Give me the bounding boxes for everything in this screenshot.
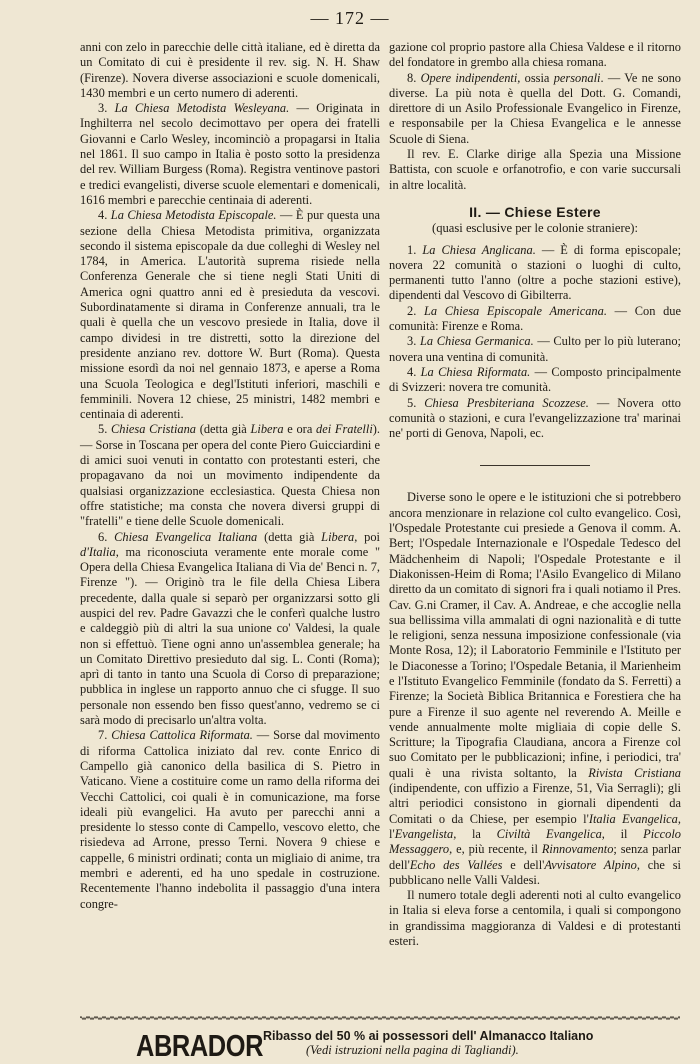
paragraph xyxy=(389,365,681,396)
italic-title: Rinnovamento xyxy=(541,842,614,857)
paragraph: anni con zelo in parecchie delle città italiane, ed è diretta da un Comitato di cui è presidente il rev. sig. N. H. Shaw (Firenze). Novera diverse associazioni e scuole domenicali, 1430 membri e un certo numero di aderenti. xyxy=(80,40,380,100)
body-text: 4. xyxy=(407,364,421,379)
body-text: 3. xyxy=(407,334,420,349)
italic-title: Rivista Cristiana xyxy=(588,765,681,780)
section-divider-rule xyxy=(480,465,590,466)
italic-title: Chiesa Evangelica Italiana xyxy=(114,529,258,544)
body-text: ; senza parlar dell' xyxy=(389,842,682,872)
paragraph xyxy=(389,304,681,335)
paragraph xyxy=(389,243,681,304)
italic-title: La Chiesa Metodista Episcopale. xyxy=(110,208,277,223)
italic-title: Piccolo Messaggero xyxy=(389,826,681,857)
italic-title: La Chiesa Germanica. xyxy=(419,334,534,349)
body-text: — Sorse dal movimento di riforma Cattolica iniziato dal rev. conte Enrico di Campello già canonico della basilica di S. Pietro in Vaticano. Viene a costituire come un ramo della riforma dei Vecchi Cattolici, coi quali è in comunicazione, ma forse ideali più evangelici. Ha avuto per parecchi anni a presidente lo stesso conte di Campello, vescovo eletto, che risiedeva ad Arrone, presso Terni. Novera 9 chiese e cappelle, 6 ministri ordinati; conta un migliaio di anime, tra membri e aderenti, ed ha uno spedale in costruzione. Recentemente l'hanno indebolita il passaggio d'una intera congre- xyxy=(80,728,380,911)
italic-title: Civiltà Evangelica xyxy=(496,826,602,841)
italic-title: Libera xyxy=(321,529,355,544)
body-text: 1. xyxy=(407,242,423,257)
paragraph xyxy=(80,728,380,912)
body-text: 6. xyxy=(98,529,115,544)
body-text: , la xyxy=(453,826,497,841)
body-text: , l' xyxy=(389,811,681,841)
body-text: 3. xyxy=(98,101,115,116)
section-subheading: (quasi esclusive per le colonie straniere): xyxy=(432,221,638,236)
right-column-bottom xyxy=(389,490,681,949)
body-text: 5. xyxy=(98,422,112,437)
body-text: — È di forma episcopale; novera 22 comunità o stazioni o luoghi di culto, permanenti tutto l'anno (oltre a poche stazioni estive), dipendenti dal Vescovo di Gibilterra. xyxy=(389,242,682,303)
body-text: e dell' xyxy=(502,857,545,872)
paragraph: Il numero totale degli aderenti noti al culto evangelico in Italia si eleva forse a centomila, i quali si compongono in grandissima maggioranza di Valdesi e di protestanti esteri. xyxy=(389,888,681,949)
body-text: 8. xyxy=(407,70,421,85)
italic-title: La Chiesa Riformata. xyxy=(420,364,531,379)
italic-title: Libera xyxy=(250,422,284,437)
body-text: , ma riconosciuta veramente ente morale come " Opera della Chiesa Evangelica Italiana di Via de' Benci n. 7, Firenze "). — Originò tra le file della Chiesa Libera precedente, dalla quale si separò per organizzarsi sotto gli auspici del rev. Padre Gavazzi che le conferì qualche lustro e caldeggiò più di altri la sua unione co' Valdesi, la quale non si effettuò. Tiene ogni anno un'assemblea generale; ha un Comitato Direttivo presieduto dal sig. L. Conti (Roma); aprì di tanto in tanto una Scuola di Corso di preparazione; pubblica in inglese un rapporto annuo che ci sfugge. Il suo personale non essendo ben fisso quest'anno, vedremo se ci sarà modo di precisarlo un'altra volta. xyxy=(80,544,380,728)
paragraph xyxy=(389,490,681,888)
body-text: 4. xyxy=(98,208,111,223)
paragraph xyxy=(80,101,380,208)
paragraph: gazione col proprio pastore alla Chiesa Valdese e il ritorno del fondatore in grembo alla chiesa romana. xyxy=(389,40,681,70)
body-text: ). — Sorse in Toscana per opera del conte Piero Guicciardini e di amici suoi venuti in contatto con protestanti esteri, che propagavano da noi un movimento indipendente da qualsiasi organizzazione ecclesiastica. Questa Chiesa non offre statistiche; ma consta che novera diversi gruppi di "fratelli" e tiene delle Scuole domenicali. xyxy=(80,422,380,529)
left-column xyxy=(80,40,380,912)
body-text: , poi xyxy=(354,529,381,544)
body-text: 5. xyxy=(407,395,425,410)
body-text: — È pur questa una sezione della Chiesa Metodista primitiva, organizzata secondo il sistema episcopale da due colleghi di Wesley nel 1784, in America. L'autorità suprema risiede nella Conferenza Generale che si tiene negli Stati Uniti di America ogni quattro anni ed è presieduta da vescovi. Subordinatamente si dirama in Conferenze annuali, tra le quali è quella che un vescovo presiede in Italia, dove il campo dividesi in tre distretti, sotto la direzione del presidente anziano rev. dottore W. Burt (Roma). Questa missione esordì da noi nel gennaio 1873, e aperse a Roma una Scuola Teologica e degl'Istituti inferiori, maschili e femminili. Novera 12 chiese, 25 ministri, 1482 membri e centinaia di aderenti. xyxy=(80,208,380,422)
wavy-divider xyxy=(80,1015,680,1021)
italic-title: La Chiesa Anglicana. xyxy=(422,242,536,257)
body-text: Diverse sono le opere e le istituzioni che si potrebbero ancora menzionare in relazione col culto evangelico. Così, l'Ospedale Protestante cui presiede a Genova il comm. A. Bert; l'Ospedale Internazionale e l'Ospedale Tedesco del Mädchenheim di Napoli; l'Ospedale Protestante e il Diakonissen-Heim di Roma; l'Asilo Evangelico di Milano diretto da un comitato di signori fra i quali notiamo il Pres. Cav. G.ni Cramer, il Cav. A. Andreae, e che accoglie nella sua bellissima villa ammalati di ogni nazionalità e di tutte le religioni, senza nessuna imposizione confessionale (via Monte Rosa, 12); il Laboratorio Femminile e l'Istituto per le Diaconesse a Torino; l'Ospedale Betania, il Marienheim e l'Istituto Evangelico Femminile (fondato da S. Ferretti) a Firenze; la Società Biblica Britannica e Forestiera che ha pure a Firenze il suo agente nel reverendo A. Meille e vende annualmente molte migliaia di copie delle S. Scritture; la Tipografia Claudiana, ancora a Firenze col suo Comitato per le pubblicazioni; infine, i periodici, tra' quali è una rivista soltanto, la xyxy=(389,490,681,780)
body-text: e ora xyxy=(283,422,317,437)
body-text: 2. xyxy=(407,303,424,318)
body-text: — Con due comunità: Firenze e Roma. xyxy=(389,303,681,334)
italic-title: La Chiesa Metodista Wesleyana. xyxy=(114,101,290,116)
italic-title: dei Fratelli xyxy=(316,422,373,437)
ad-brand: ABRADOR xyxy=(136,1028,264,1063)
italic-title: d'Italia xyxy=(80,544,116,559)
body-text: . — Ve ne sono diverse. La più nota è quella del Dott. G. Comandi, direttore di un Asilo Professionale Evangelico in Firenze, e responsabile per la Chiesa Evangelica e le annesse Scuole di Siena. xyxy=(389,70,681,146)
body-text: (detta già xyxy=(257,529,322,544)
ad-instructions: (Vedi istruzioni nella pagina di Tagliandi). xyxy=(306,1043,519,1057)
italic-title: Italia Evangelica xyxy=(588,811,678,826)
body-text: (detta già xyxy=(195,422,251,437)
italic-title: La Chiesa Episcopale Americana. xyxy=(424,303,607,318)
italic-title: Chiesa Cattolica Riformata. xyxy=(111,728,253,743)
body-text: — Culto per lo più luterano; novera una ventina di comunità. xyxy=(389,334,681,364)
body-text: (indipendente, con uffizio a Firenze, 51, Via Serragli); gli altri periodici consistono in giornali dipendenti da Comitati o da Chiese, per esempio l' xyxy=(389,781,681,826)
paragraph xyxy=(389,71,681,147)
advertisement xyxy=(80,1026,680,1063)
italic-title: Chiesa Presbiteriana Scozzese. xyxy=(424,395,589,410)
italic-title: Echo des Vallées xyxy=(409,857,503,872)
paragraph xyxy=(80,530,380,729)
body-text: , che si pubblicano nelle Valli Valdesi. xyxy=(389,857,681,887)
italic-title: Opere indipendenti, xyxy=(420,70,521,85)
body-text: , il xyxy=(601,826,644,841)
page-number: — 172 — xyxy=(310,8,390,28)
body-text: — Composto principalmente di Svizzeri: novera tre comunità. xyxy=(389,364,681,395)
body-text: — Novera otto comunità o stazioni, e cura l'evangelizzazione tra' marinai ne' porti di Genova, Napoli, ec. xyxy=(389,395,681,441)
paragraph xyxy=(389,396,681,442)
italic-title: Chiesa Cristiana xyxy=(111,422,196,437)
right-column-top xyxy=(389,40,681,193)
italic-title: personali xyxy=(553,70,601,85)
body-text: ossia xyxy=(520,70,554,85)
italic-title: Avvisatore Alpino xyxy=(544,857,637,872)
ad-offer-text: Ribasso del 50 % ai possessori dell' Almanacco Italiano xyxy=(263,1029,594,1043)
right-column xyxy=(389,40,681,949)
body-text: 7. xyxy=(98,728,112,743)
paragraph: Il rev. E. Clarke dirige alla Spezia una Missione Battista, con scuole e orfanotrofio, e con varie succursali in altre località. xyxy=(389,147,681,192)
paragraph xyxy=(389,334,681,365)
paragraph xyxy=(80,422,380,529)
body-text: , e, più recente, il xyxy=(449,842,542,857)
paragraph xyxy=(80,208,380,422)
body-text: — Originata in Inghilterra nel secolo decimottavo per opera dei fratelli Giovanni e Carlo Wesley, incominciò a propagarsi in Italia nel 1861. Il suo campo in Italia è posto sotto la presidenza del rev. William Burgess (Roma). Registra ventinove pastori e tredici evangelisti, diverse scuole elementari e domenicali, 1616 membri e parecchie centinaia di aderenti. xyxy=(80,101,380,207)
section-items xyxy=(389,243,681,442)
section-heading: II. — Chiese Estere xyxy=(469,203,601,220)
italic-title: Evangelista xyxy=(394,826,454,841)
